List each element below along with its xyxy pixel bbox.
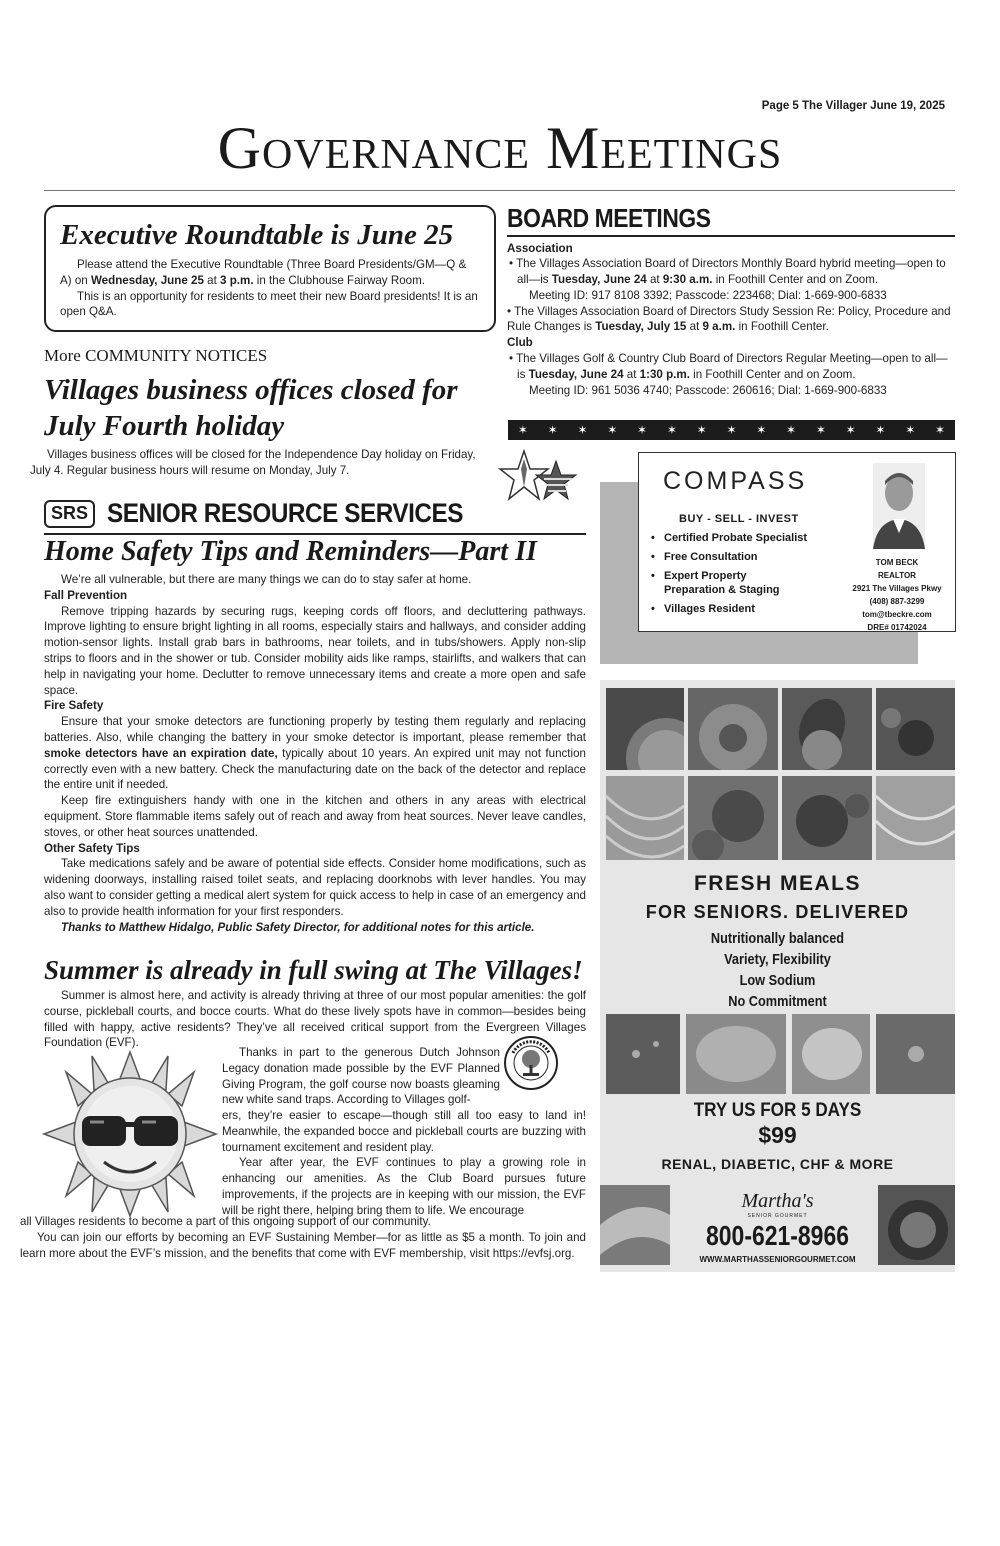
summer-paragraph-2-continued: ers, they’re easier to escape—though still all too easy to land in! Meanwhile, the expanded bocce and pickleball courts are buzzing with tournament excitement and resident play. <box>222 1109 586 1154</box>
board-item-association-monthly: • The Villages Association Board of Directors Monthly Board hybrid meeting—open to all—is Tuesday, June 24 at 9:30 a.m. in Foothill Center and on Zoom. <box>509 257 946 287</box>
list-item: • Certified Probate Specialist <box>651 531 807 545</box>
sun-with-sunglasses-icon <box>40 1050 220 1218</box>
other-safety-body: Take medications safely and be aware of potential side effects. Consider home modifications, such as widening doorways, installing raised toilet seats, and replacing doorknobs with lever handles. You may also want to consider getting a medical alert system for quick access to help in case of an emergency and also to provide health information for your first responders. <box>44 857 586 918</box>
trial-offer: TRY US FOR 5 DAYS <box>693 1100 862 1121</box>
offices-closed-body: Villages business offices will be closed for the Independence Day holiday on Friday, July 4. Regular business hours will resume on Monday, July 7. <box>30 448 476 477</box>
summer-paragraph-3-end: all Villages residents to become a part of this ongoing support of our community. <box>20 1215 431 1228</box>
food-photo <box>606 1014 680 1094</box>
page-folio: Page 5 The Villager June 19, 2025 <box>761 100 945 112</box>
roundtable-paragraph-1: Please attend the Executive Roundtable (Three Board Presidents/GM—Q & A) on Wednesday, June 25 at 3 p.m. in the Clubhouse Fairway Room. <box>60 258 467 287</box>
fire-safety-body-2: Keep fire extinguishers handy with one in the kitchen and others in any areas with electrical equipment. Store flammable items safely out of reach and away from heat sources. Never leave candles, stoves, or other heat sources unattended. <box>44 794 586 839</box>
star-icon: ✶ <box>875 423 886 437</box>
star-icon: ✶ <box>905 423 916 437</box>
fire-safety-body: Ensure that your smoke detectors are functioning properly by testing them regularly and replacing batteries. Also, while changing the battery in your smoke detector is important, please remember that smoke detectors have an expiration date, typically about 10 years. An expired unit may not function correctly even with a new battery. Check the manufacturing date on the back of the detector and replace the entire unit if needed. <box>44 715 587 792</box>
star-icon: ✶ <box>607 423 618 437</box>
diet-options: RENAL, DIABETIC, CHF & MORE <box>661 1156 894 1172</box>
realtor-name: TOM BECK <box>875 558 919 567</box>
board-item-study-session: • The Villages Association Board of Directors Study Session Re: Policy, Procedure and Rule Changes is Tuesday, July 15 at 9 a.m. in Foothill Center. <box>507 304 951 334</box>
home-safety-article <box>44 572 586 935</box>
board-item-club-regular: • The Villages Golf & Country Club Board of Directors Regular Meeting—open to all—is Tuesday, June 24 at 1:30 p.m. in Foothill Center and on Zoom. <box>509 352 948 381</box>
star-icon: ✶ <box>517 423 528 437</box>
offices-closed-title: Villages business offices closed for July Fourth holiday <box>44 374 458 442</box>
ad-phone-number: 800-621-8966 <box>706 1220 849 1251</box>
food-photo <box>688 688 778 770</box>
board-item-association-meeting-id: Meeting ID: 917 8108 3392; Passcode: 223468; Dial: 1-669-900-6833 <box>529 288 887 302</box>
food-photo <box>876 1014 955 1094</box>
list-item: • Expert Property Preparation & Staging <box>651 569 801 597</box>
realtor-dre: DRE# 01742024 <box>867 623 927 632</box>
food-photo <box>876 688 955 770</box>
realtor-role: REALTOR <box>878 571 916 580</box>
fall-prevention-heading: Fall Prevention <box>44 588 128 602</box>
star-icon: ✶ <box>845 423 856 437</box>
star-icon: ✶ <box>577 423 588 437</box>
compass-tagline: BUY - SELL - INVEST <box>679 513 799 525</box>
food-photo <box>686 1014 786 1094</box>
srs-section-header <box>44 498 586 535</box>
summer-paragraph-1: Summer is almost here, and activity is already thriving at three of our most popular amenities: the golf course, pickleball courts, and bocce courts. What do these lively spots have in common—besides being filled with happy, active residents? They’ve all received critical support from the Evergreen Villages Foundation (EVF). <box>44 989 586 1050</box>
safety-thanks: Thanks to Matthew Hidalgo, Public Safety Director, for additional notes for this article. <box>61 920 535 934</box>
food-photo <box>782 776 872 860</box>
club-label: Club <box>507 336 533 350</box>
food-photo <box>606 776 684 860</box>
board-item-club-meeting-id: Meeting ID: 961 5036 4740; Passcode: 260616; Dial: 1-669-900-6833 <box>529 383 887 397</box>
summer-paragraph-4: You can join our efforts by becoming an EVF Sustaining Member—for as little as $5 a month. To join and learn more about the EVF’s mission, and the benefits that come with EVF membership, visit https://evfsj.org. <box>20 1230 586 1260</box>
other-safety-heading: Other Safety Tips <box>44 841 140 855</box>
masthead-title: Governance Meetings <box>217 115 783 181</box>
compass-logo: COMPASS <box>663 467 808 495</box>
fall-prevention-body: Remove tripping hazards by securing rugs, keeping cords off floors, and decluttering pathways. Improve lighting to ensure bright lighting in all rooms, especially stairs and hallways, and consider adding motion-sensor lights. Install grab bars in bathrooms, near toilets, and in tubs/showers. Apply non-slip strips to floors and in the shower or tub. Consider mobility aids like ramps, stairlifts, and walkers that can help in navigating your home. Declutter to remove unnecessary items and create a more open and safe space. <box>44 604 586 697</box>
ad-feature: Nutritionally balanced <box>710 930 845 947</box>
masthead-divider <box>44 190 955 191</box>
star-icon: ✶ <box>756 423 767 437</box>
ad-subheadline: FOR SENIORS. DELIVERED <box>645 902 910 922</box>
evf-seal-icon <box>503 1035 559 1091</box>
summer-paragraph-3: Year after year, the EVF continues to play a growing role in enhancing our amenities. As the Club Board pursues future improvements, if the projects are in keeping with our mission, the EVF will be right there, helping bring them to life. We encourage <box>222 1156 586 1217</box>
realtor-address: 2921 The Villages Pkwy <box>852 584 942 593</box>
star-icon: ✶ <box>726 423 737 437</box>
star-divider-bar <box>508 420 955 440</box>
realtor-phone: (408) 887-3299 <box>869 597 925 606</box>
food-photo <box>792 1014 870 1094</box>
star-icon: ✶ <box>935 423 946 437</box>
food-photo <box>876 776 955 860</box>
srs-section-title: SENIOR RESOURCE SERVICES <box>107 498 464 528</box>
ad-feature: Variety, Flexibility <box>724 951 831 968</box>
ad-website: WWW.MARTHASSENIORGOURMET.COM <box>699 1255 856 1264</box>
home-safety-title: Home Safety Tips and Reminders—Part II <box>44 536 537 567</box>
safety-intro: We’re all vulnerable, but there are many things we can do to stay safer at home. <box>61 573 472 586</box>
star-icon: ✶ <box>815 423 826 437</box>
star-icon: ✶ <box>666 423 677 437</box>
ad-feature: Low Sodium <box>739 972 816 989</box>
board-meetings-title: BOARD MEETINGS <box>507 203 711 233</box>
board-meetings-section <box>507 203 955 398</box>
food-photo <box>606 688 684 770</box>
ad-headline: FRESH MEALS <box>693 872 861 895</box>
ad-feature: No Commitment <box>728 993 827 1010</box>
roundtable-paragraph-2: This is an opportunity for residents to meet their new Board presidents! It is an open Q&A. <box>60 289 478 319</box>
realtor-email: tom@tbeckre.com <box>862 610 932 619</box>
food-photo <box>688 776 778 860</box>
marthas-meals-ad <box>600 680 955 1272</box>
compass-services-list <box>651 531 807 621</box>
fire-safety-heading: Fire Safety <box>44 699 104 713</box>
marthas-logo: Martha's <box>741 1190 814 1212</box>
list-item: • Villages Resident <box>651 602 807 616</box>
compass-realtor-ad <box>638 452 956 632</box>
list-item: • Free Consultation <box>651 550 807 564</box>
roundtable-box <box>44 205 496 332</box>
summer-title: Summer is already in full swing at The Villages! <box>44 955 583 985</box>
association-label: Association <box>507 241 573 255</box>
summer-paragraph-2: Thanks in part to the generous Dutch Johnson Legacy donation made possible by the EVF Planned Giving Program, the golf course now boasts gleaming new white sand traps. According to Villages golf- <box>222 1046 500 1107</box>
trial-price: $99 <box>758 1122 797 1148</box>
community-notices-section-label: More COMMUNITY NOTICES <box>44 346 268 365</box>
srs-logo: SRS <box>44 500 95 528</box>
star-icon: ✶ <box>786 423 797 437</box>
star-icon: ✶ <box>696 423 707 437</box>
board-meetings-rule <box>507 235 955 237</box>
food-photo <box>782 688 872 770</box>
realtor-contact-info <box>837 556 957 634</box>
roundtable-title: Executive Roundtable is June 25 <box>60 219 454 251</box>
realtor-headshot <box>873 463 925 549</box>
star-icon: ✶ <box>547 423 558 437</box>
star-icon: ✶ <box>637 423 648 437</box>
marthas-logo-subtitle: SENIOR GOURMET <box>747 1213 808 1219</box>
